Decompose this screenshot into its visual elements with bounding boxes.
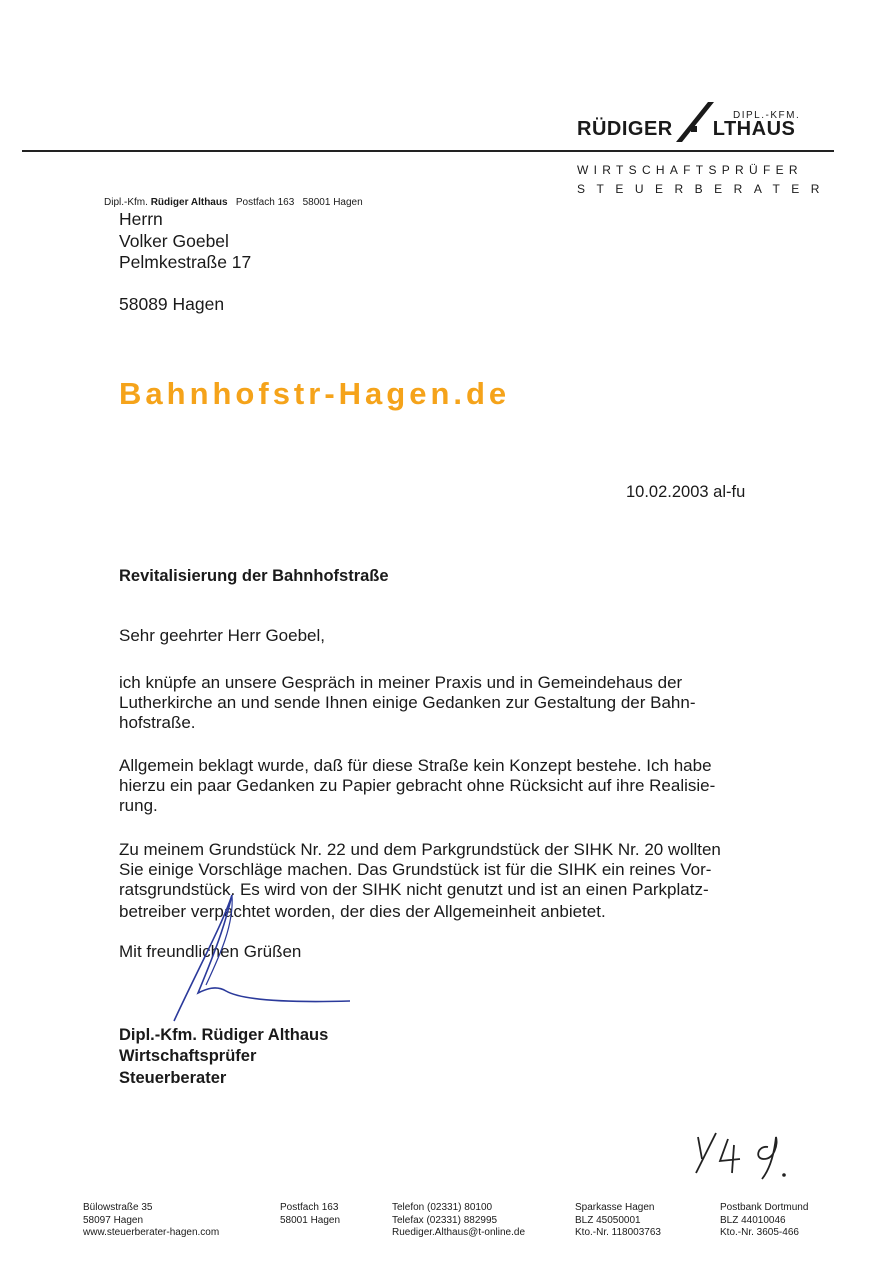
body-line: ratsgrundstück. Es wird von der SIHK nicht genutzt und ist an einen Parkplatz- (119, 880, 709, 899)
footer-address (83, 1202, 219, 1240)
body-line: Allgemein beklagt wurde, daß für diese Straße kein Konzept bestehe. Ich habe (119, 756, 712, 775)
body-line: hierzu ein paar Gedanken zu Papier gebracht ohne Rücksicht auf ihre Realisie- (119, 776, 716, 795)
footer-email: Ruediger.Althaus@t-online.de (392, 1227, 526, 1238)
handwritten-page-mark (688, 1125, 798, 1185)
footer-website-link: www.steuerberater-hagen.com (83, 1227, 220, 1238)
signature-title-1: Wirtschaftsprüfer (119, 1047, 257, 1065)
footer-postbox (280, 1202, 340, 1227)
sender-return-line (104, 197, 363, 208)
body-line: hofstraße. (119, 713, 196, 732)
footer-bank-sparkasse (575, 1202, 661, 1240)
letterhead-profession-2: STEUERBERATER (577, 182, 831, 196)
body-line: Sie einige Vorschläge machen. Das Grundstück ist für die SIHK ein reines Vor- (119, 860, 712, 879)
letterhead-name-part2: LTHAUS (712, 118, 796, 140)
footer-fax: Telefax (02331) 882995 (392, 1214, 498, 1226)
sender-name: Rüdiger Althaus (150, 197, 228, 208)
footer-bank-postbank (720, 1202, 808, 1240)
letterhead-profession-1: WIRTSCHAFTSPRÜFER (577, 163, 803, 177)
footer-address-city: 58097 Hagen (83, 1214, 144, 1226)
signature-name: Dipl.-Kfm. Rüdiger Althaus (119, 1026, 329, 1044)
recipient-salutation: Herrn (119, 209, 163, 229)
footer-phone: Telefon (02331) 80100 (392, 1202, 493, 1213)
letterhead-degree: DIPL.-KFM. (733, 110, 801, 121)
recipient-street: Pelmkestraße 17 (119, 252, 252, 272)
footer-bank-blz: BLZ 45050001 (575, 1214, 641, 1226)
footer-bank-account: Kto.-Nr. 118003763 (575, 1227, 661, 1238)
footer-bank-name: Sparkasse Hagen (575, 1202, 655, 1213)
recipient-city: 58089 Hagen (119, 294, 225, 314)
letterhead-name-part1: RÜDIGER (577, 118, 673, 140)
letter-subject: Revitalisierung der Bahnhofstraße (119, 567, 389, 585)
letter-date: 10.02.2003 al-fu (626, 483, 746, 501)
footer-postbox-city: 58001 Hagen (280, 1214, 341, 1226)
body-line: Zu meinem Grundstück Nr. 22 und dem Parkgrundstück der SIHK Nr. 20 wollten (119, 840, 721, 859)
body-line: betreiber verpachtet worden, der dies der Allgemeinheit anbietet. (119, 902, 606, 921)
website-watermark: Bahnhofstr-Hagen.de (119, 376, 511, 411)
sender-postbox: Postfach 163 (235, 197, 295, 208)
letterhead-divider (22, 150, 834, 152)
body-line: ich knüpfe an unsere Gespräch in meiner Praxis und in Gemeindehaus der (119, 673, 683, 692)
sender-prefix: Dipl.-Kfm. (104, 197, 148, 208)
greeting: Sehr geehrter Herr Goebel, (119, 626, 325, 645)
signature-title-2: Steuerberater (119, 1069, 227, 1087)
footer-bank-blz: BLZ 44010046 (720, 1214, 786, 1226)
footer-bank-name: Postbank Dortmund (720, 1202, 809, 1213)
recipient-name: Volker Goebel (119, 231, 229, 251)
sender-city: 58001 Hagen (302, 197, 363, 208)
body-line: Lutherkirche an und sende Ihnen einige Gedanken zur Gestaltung der Bahn- (119, 693, 696, 712)
footer-address-street: Bülowstraße 35 (83, 1202, 153, 1213)
handwritten-signature (160, 885, 360, 1025)
body-line: rung. (119, 796, 158, 815)
footer-postbox-number: Postfach 163 (280, 1202, 339, 1213)
letterhead-logo-slash (672, 102, 722, 146)
footer-contact (392, 1202, 525, 1240)
closing: Mit freundlichen Grüßen (119, 942, 302, 961)
footer-bank-account: Kto.-Nr. 3605-466 (720, 1227, 799, 1238)
